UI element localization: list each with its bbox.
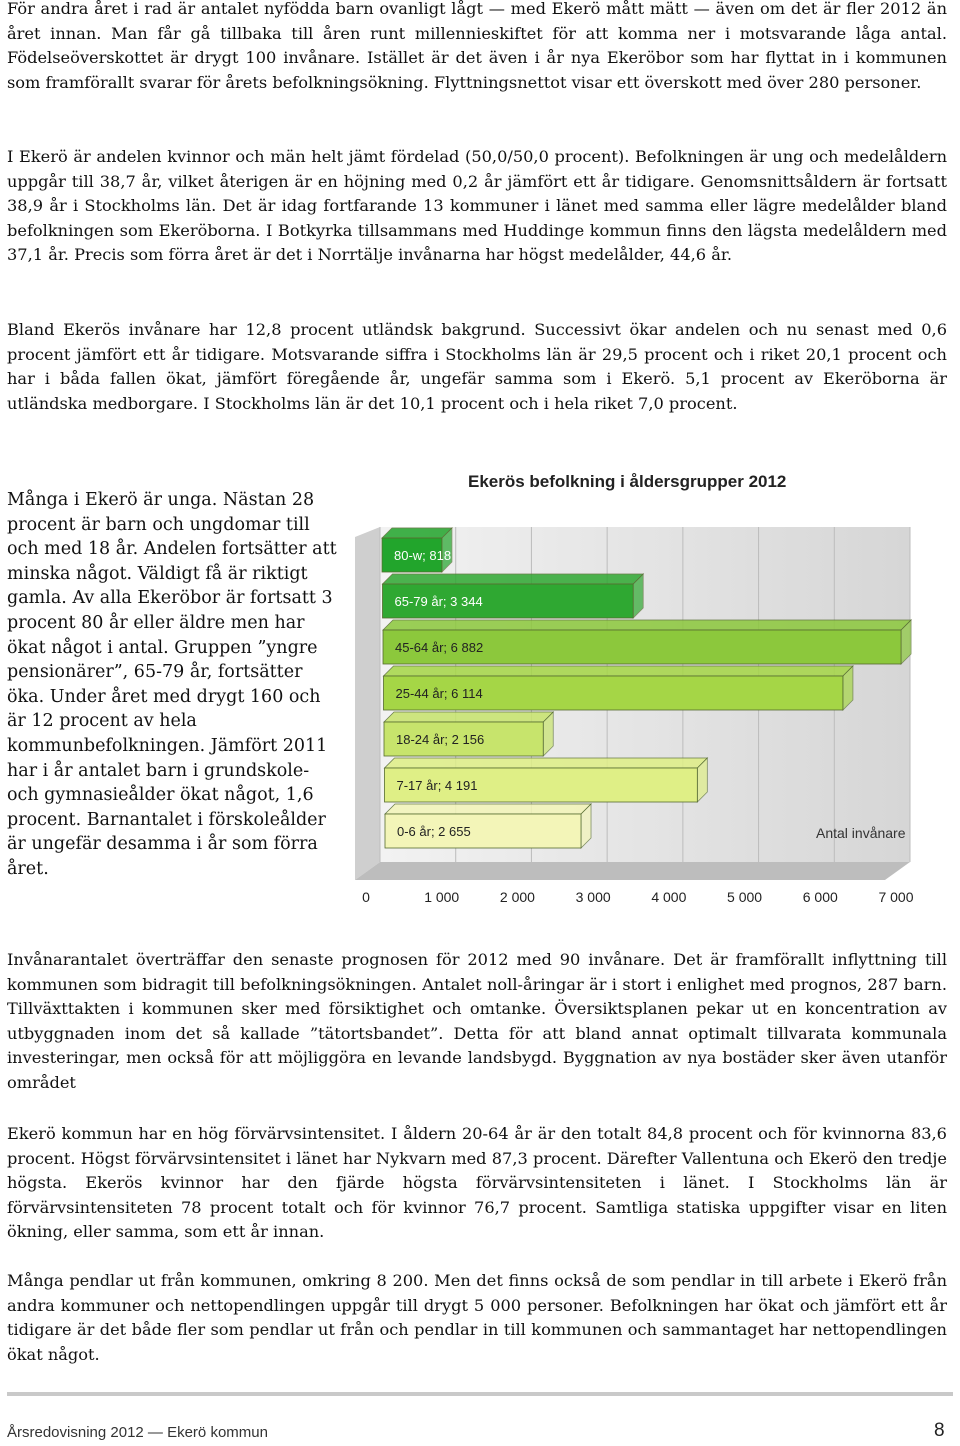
x-tick-label: 1 000 (424, 889, 460, 905)
bar-data-label: 45-64 år; 6 882 (395, 640, 484, 655)
x-axis-label: Antal invånare (816, 825, 906, 841)
bar-data-label: 0-6 år; 2 655 (397, 824, 471, 839)
chart-title: Ekerös befolkning i åldersgrupper 2012 (468, 472, 787, 491)
bar-data-label: 18-24 år; 2 156 (396, 732, 485, 747)
age-group-chart (340, 462, 925, 932)
chart-floor (355, 862, 910, 880)
paragraph-gender-age: I Ekerö är andelen kvinnor och män helt jämt fördelad (50,0/50,0 procent). Befolkningen är ung och medelåldern uppgår till 38,7 år, vilket återigen är en höjning med 0,2 år jämfört ett år tidigare. Genomsnittsåldern är fortsatt 38,9 år i Stockholms län. Det är idag fortfarande 13 kommuner i länet med samma eller lägre medelålder bland befolkningen som Ekeröborna. I Botkyrka tillsammans med Huddinge kommun finns den lägsta medelåldern med 37,1 år. Precis som förra året är det i Norrtälje invånarna har högst medelålder, 44,6 år. (7, 147, 947, 264)
paragraph-forecast: Invånarantalet överträffar den senaste prognosen för 2012 med 90 invånare. Det är framförallt inflyttning till kommunen som bidragit till befolkningsökningen. Antalet noll-åringar är i stort i enlighet med prognos, 287 barn. Tillväxttakten i kommunen sker med försiktighet och omtanke. Översiktsplanen pekar ut en koncentration av utbyggnaden inom det så kallade ”tätortsbandet”. Detta för att bland annat optimalt tillvarata kommunala investeringar, men också för att möjliggöra en levande landsbygd. Byggnation av nya bostäder sker även utanför området (7, 950, 947, 1092)
bar-7 (382, 528, 452, 572)
bar-top-face (383, 620, 911, 630)
bar-data-label: 65-79 år; 3 344 (394, 594, 483, 609)
sidebar-age-text: Många i Ekerö är unga. Nästan 28 procent är barn och ungdomar till och med 18 år. Andelen fortsätter att minska något. Väldigt få är riktigt gamla. Av alla Ekeröbor är fortsatt 3 procent 80 år eller äldre men har ökat något i antal. Gruppen ”yngre pensionärer”, 65-79 år, fortsätter öka. Under året med drygt 160 och är 12 procent av hela kommunbefolkningen. Jämfört 2011 har i år antalet barn i grundskole- och gymnasieålder ökat något, 1,6 procent. Barnantalet i förskoleålder är ungefär desamma i år som förra året. (7, 490, 337, 879)
paragraph-employment: Ekerö kommun har en hög förvärvsintensitet. I åldern 20-64 år är den totalt 84,8 procent och för kvinnorna 83,6 procent. Högst förvärvsintensitet i länet har Nykvarn med 87,3 procent. Därefter Vallentuna och Ekerö den tredje högsta. Ekerös kvinnor har den fjärde högsta förvärvsintensiteten i länet. I Stockholms län är förvärvsintensiteten 78 procent totalt och för kvinnor 76,7 procent. Samtliga statiska uppgifter visar en liten ökning, eller samma, som ett år innan. (7, 1124, 947, 1241)
bar-top-face (384, 712, 553, 722)
bar-data-label: 80-w; 818 (394, 548, 452, 563)
bar-5 (383, 620, 911, 664)
page-number: 8 (934, 1420, 945, 1441)
bar-top-face (384, 666, 853, 676)
x-tick-label: 3 000 (575, 889, 611, 905)
paragraph-commuting: Många pendlar ut från kommunen, omkring 8 200. Men det finns också de som pendlar in till arbete i Ekerö från andra kommuner och nettopendlingen uppgår till drygt 5 000 personer. Befolkningen har ökat och jämfört ett år tidigare är det både fler som pendlar ut från och pendlar in till kommunen och sammantaget har nettopendlingen ökat något. (7, 1271, 947, 1364)
bar-top-face (383, 574, 644, 584)
bar-4 (384, 666, 853, 710)
bar-6 (383, 574, 644, 618)
bar-top-face (385, 758, 708, 768)
footer-divider (7, 1392, 953, 1396)
bar-data-label: 25-44 år; 6 114 (395, 686, 483, 701)
bar-top-face (385, 804, 591, 814)
bar-data-label: 7-17 år; 4 191 (396, 778, 478, 793)
chart-side-wall (355, 527, 380, 880)
bar-1 (385, 804, 591, 848)
bar-top-face (382, 528, 452, 538)
x-tick-label: 4 000 (651, 889, 687, 905)
x-tick-label: 0 (362, 889, 370, 905)
paragraph-foreign-background: Bland Ekerös invånare har 12,8 procent utländsk bakgrund. Successivt ökar andelen och nu senast med 0,6 procent jämfört ett år tidigare. Motsvarande siffra i Stockholms län är 29,5 procent och i riket 20,1 procent och har i båda fallen ökat, jämfört föregående år, ungefär samma som i Ekerö. 5,1 procent av Ekeröborna är utländska medborgare. I Stockholms län är det 10,1 procent och i hela riket 7,0 procent. (7, 320, 947, 413)
footer-title: Årsredovisning 2012 — Ekerö kommun (7, 1424, 268, 1441)
x-tick-label: 2 000 (499, 889, 535, 905)
paragraph-births: För andra året i rad är antalet nyfödda barn ovanligt lågt — med Ekerö mått mätt — även om det är fler 2012 än året innan. Man får gå tillbaka till åren runt millennieskiftet för att komma ner i motsvarande låga antal. Födelseöverskottet är drygt 100 invånare. Istället är det även i år nya Ekeröbor som har flyttat in i kommunen som framförallt svarar för årets befolkningsökning. Flyttningsnettot visar ett överskott med över 280 personer. (7, 0, 947, 92)
x-tick-label: 6 000 (802, 889, 838, 905)
x-tick-label: 5 000 (727, 889, 763, 905)
bar-3 (384, 712, 553, 756)
bar-2 (385, 758, 708, 802)
x-tick-label: 7 000 (878, 889, 914, 905)
